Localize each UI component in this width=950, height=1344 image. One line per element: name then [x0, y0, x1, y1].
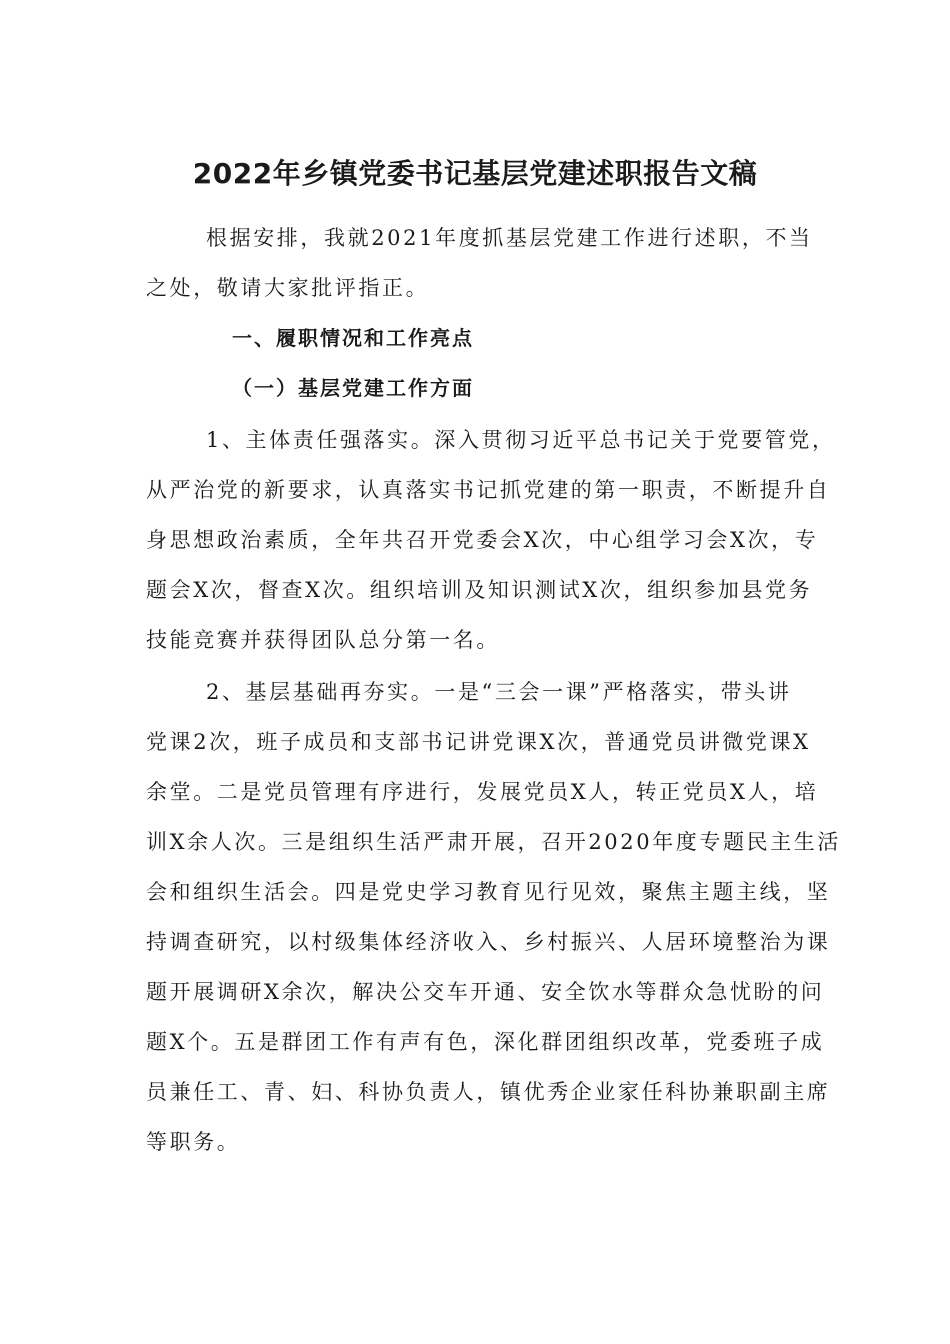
paragraph-line: 会和组织生活会。四是党史学习教育见行见效，聚焦主题主线，坚	[146, 880, 831, 904]
paragraph-line: 技能竞赛并获得团队总分第一名。	[146, 628, 500, 652]
paragraph-line: 余堂。二是党员管理有序进行，发展党员X人，转正党员X人，培	[146, 780, 819, 804]
intro-line: 之处，敬请大家批评指正。	[146, 276, 430, 300]
paragraph-line: 1、主体责任强落实。深入贯彻习近平总书记关于党要管党，	[206, 428, 836, 452]
paragraph-line: 员兼任工、青、妇、科协负责人，镇优秀企业家任科协兼职副主席	[146, 1080, 831, 1104]
paragraph-line: 身思想政治素质，全年共召开党委会X次，中心组学习会X次，专	[146, 528, 819, 552]
paragraph-line: 从严治党的新要求，认真落实书记抓党建的第一职责，不断提升自	[146, 478, 831, 502]
paragraph-line: 党课2次，班子成员和支部书记讲党课X次，普通党员讲微党课X	[146, 730, 811, 754]
section-heading: 一、履职情况和工作亮点	[232, 326, 474, 350]
intro-line: 根据安排，我就2021年度抓基层党建工作进行述职，不当	[206, 226, 813, 250]
document-title: 2022年乡镇党委书记基层党建述职报告文稿	[192, 157, 758, 190]
paragraph-line: 题开展调研X余次，解决公交车开通、安全饮水等群众急忧盼的问	[146, 980, 825, 1004]
paragraph-line: 持调查研究，以村级集体经济收入、乡村振兴、人居环境整治为课	[146, 930, 831, 954]
paragraph-line: 题X个。五是群团工作有声有色，深化群团组织改革，党委班子成	[146, 1030, 825, 1054]
paragraph-line: 等职务。	[146, 1130, 241, 1154]
paragraph-line: 题会X次，督查X次。组织培训及知识测试X次，组织参加县党务	[146, 578, 813, 602]
paragraph-line: 2、基层基础再夯实。一是“三会一课”严格落实，带头讲	[206, 680, 792, 704]
subsection-heading: （一）基层党建工作方面	[232, 376, 474, 400]
paragraph-line: 训X余人次。三是组织生活严肃开展，召开2020年度专题民主生活	[146, 830, 841, 854]
